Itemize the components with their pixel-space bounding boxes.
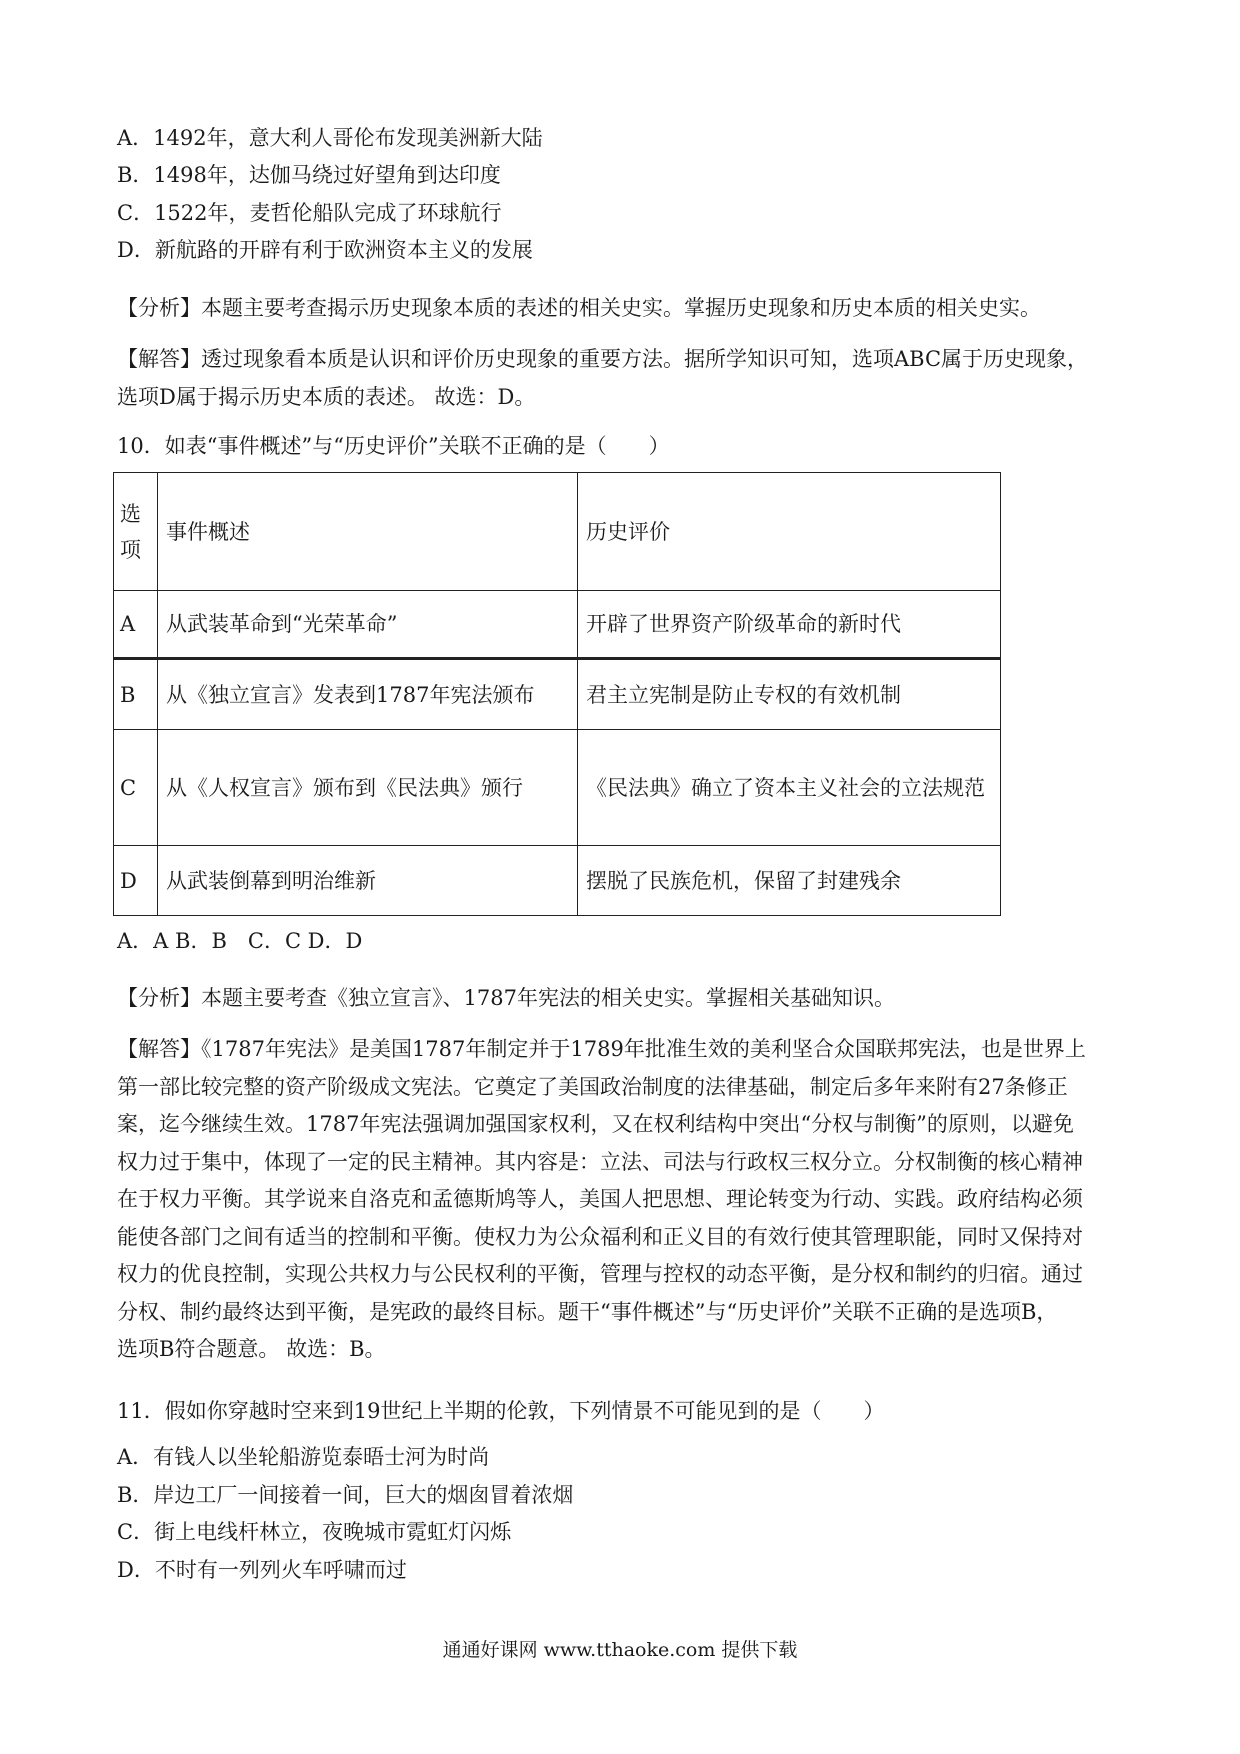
table-header-option: 选项 <box>114 473 158 591</box>
table-cell-option: C <box>114 730 158 846</box>
table-row <box>114 846 1001 916</box>
q10-answer-line-1: 【解答】《1787年宪法》是美国1787年制定并于1789年批准生效的美利坚合众国联邦宪法，也是世界上 <box>117 1037 1086 1061</box>
q10-choices: A．A B．B C．C D．D <box>117 929 363 953</box>
q10-answer-line-9: 选项B符合题意。 故选：B。 <box>117 1337 386 1361</box>
q11-stem: 11．假如你穿越时空来到19世纪上半期的伦敦，下列情景不可能见到的是（ ） <box>117 1399 885 1423</box>
table-cell-evaluation: 开辟了世界资产阶级革命的新时代 <box>578 591 1001 659</box>
q10-table <box>113 472 1001 916</box>
q10-analysis: 【分析】本题主要考查《独立宣言》、1787年宪法的相关史实。掌握相关基础知识。 <box>117 986 895 1010</box>
table-header-event: 事件概述 <box>158 473 578 591</box>
table-cell-evaluation: 《民法典》确立了资本主义社会的立法规范 <box>578 730 1001 846</box>
q10-answer-line-8: 分权、制约最终达到平衡，是宪政的最终目标。题干“事件概述”与“历史评价”关联不正确的是选项B， <box>117 1300 1058 1324</box>
q9-option-a: A．1492年，意大利人哥伦布发现美洲新大陆 <box>117 126 543 150</box>
table-cell-event: 从《独立宣言》发表到1787年宪法颁布 <box>158 659 578 730</box>
q10-answer-line-3: 案，迄今继续生效。1787年宪法强调加强国家权利，又在权利结构中突出“分权与制衡”的原则，以避免 <box>117 1112 1074 1136</box>
q9-option-b: B．1498年，达伽马绕过好望角到达印度 <box>117 163 501 187</box>
q9-option-d: D．新航路的开辟有利于欧洲资本主义的发展 <box>117 238 533 262</box>
table-header-evaluation: 历史评价 <box>578 473 1001 591</box>
table-cell-evaluation: 君主立宪制是防止专权的有效机制 <box>578 659 1001 730</box>
q11-option-d: D．不时有一列列火车呼啸而过 <box>117 1558 407 1582</box>
q10-answer-line-5: 在于权力平衡。其学说来自洛克和孟德斯鸠等人，美国人把思想、理论转变为行动、实践。政府结构必须 <box>117 1187 1083 1211</box>
q11-option-a: A．有钱人以坐轮船游览泰晤士河为时尚 <box>117 1445 490 1469</box>
table-cell-option: D <box>114 846 158 916</box>
table-row <box>114 659 1001 730</box>
table-cell-evaluation: 摆脱了民族危机，保留了封建残余 <box>578 846 1001 916</box>
q10-answer-line-2: 第一部比较完整的资产阶级成文宪法。它奠定了美国政治制度的法律基础，制定后多年来附有27条修正 <box>117 1075 1068 1099</box>
q10-answer-line-7: 权力的优良控制，实现公共权力与公民权利的平衡，管理与控权的动态平衡，是分权和制约的归宿。通过 <box>117 1262 1083 1286</box>
q10-answer-line-6: 能使各部门之间有适当的控制和平衡。使权力为公众福利和正义目的有效行使其管理职能，同时又保持对 <box>117 1225 1083 1249</box>
q9-answer-line-2: 选项D属于揭示历史本质的表述。 故选：D。 <box>117 385 536 409</box>
table-cell-option: B <box>114 659 158 730</box>
q11-option-c: C．街上电线杆林立，夜晚城市霓虹灯闪烁 <box>117 1520 512 1544</box>
table-header-row <box>114 473 1001 591</box>
table-row <box>114 591 1001 659</box>
page-footer: 通通好课网 www.tthaoke.com 提供下载 <box>442 1639 798 1661</box>
q9-analysis: 【分析】本题主要考查揭示历史现象本质的表述的相关史实。掌握历史现象和历史本质的相关史实。 <box>117 296 1041 320</box>
q9-option-c: C．1522年，麦哲伦船队完成了环球航行 <box>117 201 502 225</box>
q10-answer-line-4: 权力过于集中，体现了一定的民主精神。其内容是：立法、司法与行政权三权分立。分权制衡的核心精神 <box>117 1150 1083 1174</box>
q11-option-b: B．岸边工厂一间接着一间，巨大的烟囱冒着浓烟 <box>117 1483 574 1507</box>
table-cell-event: 从武装革命到“光荣革命” <box>158 591 578 659</box>
table-cell-event: 从武装倒幕到明治维新 <box>158 846 578 916</box>
table-cell-option: A <box>114 591 158 659</box>
table-cell-event: 从《人权宣言》颁布到《民法典》颁行 <box>158 730 578 846</box>
table-row <box>114 730 1001 846</box>
q10-stem: 10．如表“事件概述”与“历史评价”关联不正确的是（ ） <box>117 434 670 458</box>
q9-answer-line-1: 【解答】透过现象看本质是认识和评价历史现象的重要方法。据所学知识可知，选项ABC属于历史现象， <box>117 347 1089 371</box>
